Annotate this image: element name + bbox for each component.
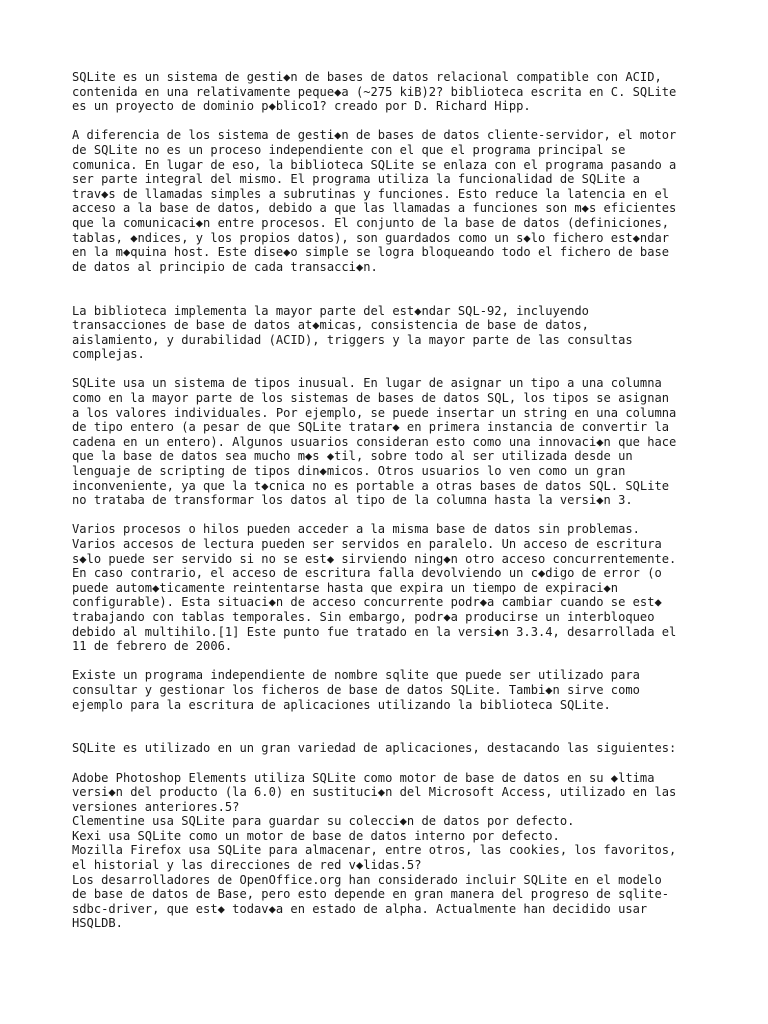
paragraph-gap	[72, 654, 728, 669]
paragraph-architecture: A diferencia de los sistema de gesti◆n de bases de datos cliente-servidor, el motor de SQLite no es un proceso independiente con el que el programa principal se comunica. En lugar de eso, la biblioteca SQLite se enlaza con el programa pasando a ser parte integral del mismo. El programa utiliza la funcionalidad de SQLite a trav◆s de llamadas simples a subrutinas y funciones. Esto reduce la latencia en el acceso a la base de datos, debido a que las llamadas a funciones son m◆s eficientes que la comunicaci◆n entre procesos. El conjunto de la base de datos (definiciones, tablas, ◆ndices, y los propios datos), son guardados como un s◆lo fichero est◆ndar en la m◆quina host. Este dise◆o simple se logra bloqueando todo el fichero de base de datos al principio de cada transacci◆n.	[72, 128, 677, 274]
paragraph-cli: Existe un programa independiente de nombre sqlite que puede ser utilizado para consultar y gestionar los ficheros de base de datos SQLite. Tambi◆n sirve como ejemplo para la escritura de aplicaciones utilizando la biblioteca SQLite.	[72, 668, 640, 712]
paragraph-sql92: La biblioteca implementa la mayor parte del est◆ndar SQL-92, incluyendo transacciones de base de datos at◆micas, consistencia de base de datos, aislamiento, y durabilidad (ACID), triggers y la mayor parte de las consultas complejas.	[72, 303, 633, 362]
paragraph-intro: SQLite es un sistema de gesti◆n de bases de datos relacional compatible con ACID, contenida en una relativamente peque◆a (~275 kiB)2? biblioteca escrita en C. SQLite es un proyecto de dominio p◆blico1? creado por D. Richard Hipp.	[72, 70, 677, 114]
paragraph-gap	[72, 508, 728, 523]
paragraph-gap	[72, 756, 728, 771]
paragraph-types: SQLite usa un sistema de tipos inusual. En lugar de asignar un tipo a una columna como en la mayor parte de los sistemas de bases de datos SQL, los tipos se asignan a los valores individuales. Por ejemplo, se puede insertar un string en una columna de tipo entero (a pesar de que SQLite tratar◆ en primera instancia de convertir la cadena en un entero). Algunos usuarios consideran esto como una innovaci◆n que hace que la base de datos sea mucho m◆s ◆til, sobre todo al ser utilizada desde un lenguaje de scripting de tipos din◆micos. Otros usuarios lo ven como un gran inconveniente, ya que la t◆cnica no es portable a otras bases de datos SQL. SQLite no trataba de transformar los datos al tipo de la columna hasta la versi◆n 3.	[72, 376, 677, 508]
paragraph-gap	[72, 362, 728, 377]
paragraph-gap	[72, 274, 728, 303]
paragraph-concurrency: Varios procesos o hilos pueden acceder a la misma base de datos sin problemas. Varios accesos de lectura pueden ser servidos en paralelo. Un acceso de escritura s◆lo puede ser servido si no se est◆ sirviendo ning◆n otro acceso concurrentemente. En caso contrario, el acceso de escritura falla devolviendo un c◆digo de error (o puede autom◆ticamente reintentarse hasta que expira un tiempo de expiraci◆n configurable). Esta situaci◆n de acceso concurrente podr◆a cambiar cuando se est◆ trabajando con tablas temporales. Sin embargo, podr◆a producirse un interbloqueo debido al multihilo.[1] Este punto fue tratado en la versi◆n 3.3.4, desarrollada el 11 de febrero de 2006.	[72, 522, 677, 654]
paragraph-gap	[72, 114, 728, 129]
paragraph-usage-intro: SQLite es utilizado en un gran variedad de aplicaciones, destacando las siguientes:	[72, 741, 677, 756]
paragraph-usage-list: Adobe Photoshop Elements utiliza SQLite como motor de base de datos en su ◆ltima versi◆n del producto (la 6.0) en sustituci◆n del Microsoft Access, utilizado en las versiones anteriores.5? Clementine usa SQLite para guardar su colecci◆n de datos por defecto. Kexi usa SQLite como un motor de base de datos interno por defecto. Mozilla Firefox usa SQLite para almacenar, entre otros, las cookies, los favoritos, el historial y las direcciones de red v◆lidas.5? Los desarrolladores de OpenOffice.org han considerado incluir SQLite en el modelo de base de datos de Base, pero esto depende en gran manera del progreso de sqlite- sdbc-driver, que est◆ todav◆a en estado de alpha. Actualmente han decidido usar HSQLDB.	[72, 770, 677, 931]
paragraph-gap	[72, 712, 728, 741]
